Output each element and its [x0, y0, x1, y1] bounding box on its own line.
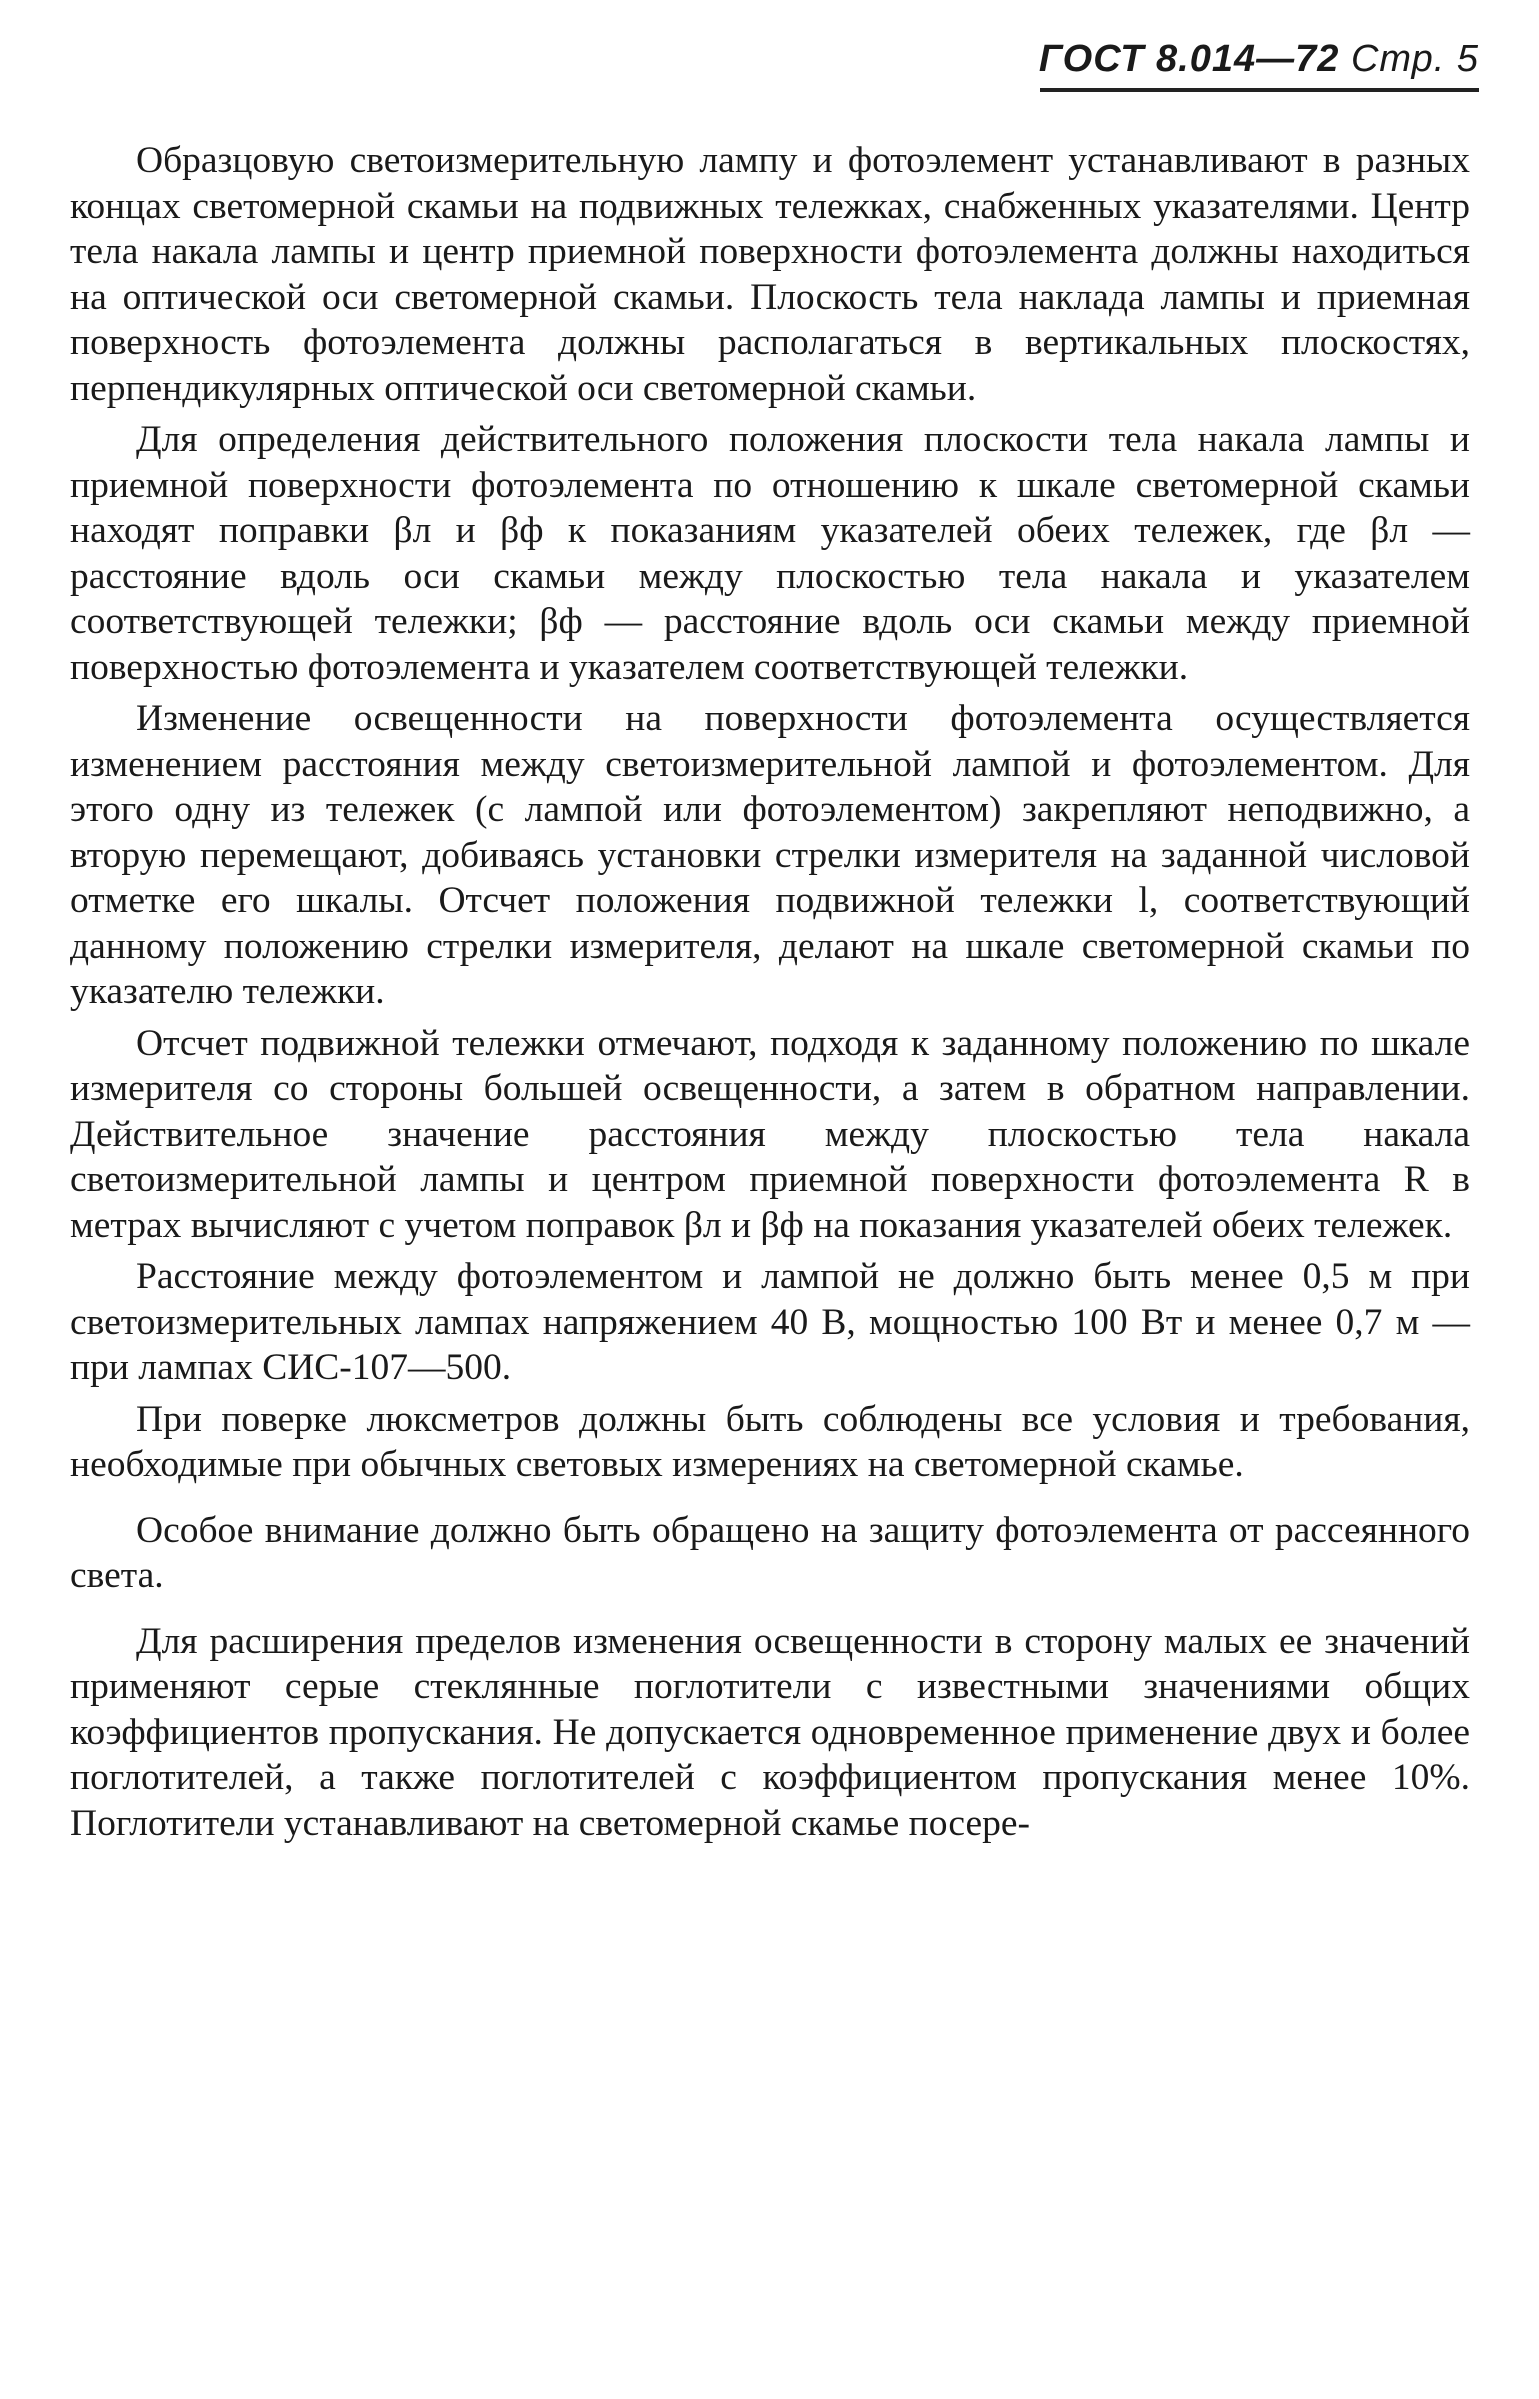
- body-text: [70, 138, 1470, 1852]
- page-number: Стр. 5: [1350, 38, 1479, 80]
- paragraph-illuminance-change: Изменение освещенности на поверхности фотоэлемента осуществляется изменением расстояния между светоизмерительной лампой и фотоэлементом. Для этого одну из тележек (с лампой или фотоэлементом) закрепляют неподвижно, а вторую перемещают, добиваясь установки стрелки измерителя на заданной числовой отметке его шкалы. Отсчет положения подвижной тележки l, соответствующий данному положению стрелки измерителя, делают на шкале светомерной скамьи по указателю тележки.: [70, 698, 1470, 1012]
- paragraph-distance: Расстояние между фотоэлементом и лампой не должно быть менее 0,5 м при светоизмерительных лампах напряжением 40 В, мощностью 100 Вт и менее 0,7 м — при лампах СИС-107—500.: [70, 1256, 1470, 1388]
- document-code: ГОСТ 8.014—72: [1038, 38, 1340, 80]
- paragraph-absorbers: Для расширения пределов изменения освещенности в сторону малых ее значений применяют серые стеклянные поглотители с известными значениями общих коэффициентов пропускания. Не допускается одновременное применение двух и более поглотителей, а также поглотителей с коэффициентом пропускания менее 10%. Поглотители устанавливают на светомерной скамье посере-: [70, 1620, 1470, 1844]
- header-rule: [1040, 88, 1479, 92]
- paragraph-scattered-light: Особое внимание должно быть обращено на защиту фотоэлемента от рассеянного света.: [70, 1509, 1470, 1596]
- page-header: [1039, 38, 1479, 81]
- paragraph-conditions: При поверке люксметров должны быть соблюдены все условия и требования, необходимые при обычных световых измерениях на светомерной скамье.: [70, 1398, 1470, 1485]
- paragraph-lamp-setup: Образцовую светоизмерительную лампу и фотоэлемент устанавливают в разных концах светомерной скамьи на подвижных тележках, снабженных указателями. Центр тела накала лампы и центр приемной поверхности фотоэлемента должны находиться на оптической оси светомерной скамьи. Плоскость тела наклада лампы и приемная поверхность фотоэлемента должны располагаться в вертикальных плоскостях, перпендикулярных оптической оси светомерной скамьи.: [70, 140, 1470, 409]
- paragraph-reading: Отсчет подвижной тележки отмечают, подходя к заданному положению по шкале измерителя со стороны большей освещенности, а затем в обратном направлении. Действительное значение расстояния между плоскостью тела накала светоизмерительной лампы и центром приемной поверхности фотоэлемента R в метрах вычисляют с учетом поправок βл и βф на показания указателей обеих тележек.: [70, 1022, 1470, 1246]
- paragraph-corrections: Для определения действительного положения плоскости тела накала лампы и приемной поверхности фотоэлемента по отношению к шкале светомерной скамьи находят поправки βл и βф к показаниям указателей обеих тележек, где βл — расстояние вдоль оси скамьи между плоскостью тела накала и указателем соответствующей тележки; βф — расстояние вдоль оси скамьи между приемной поверхностью фотоэлемента и указателем соответствующей тележки.: [70, 419, 1470, 688]
